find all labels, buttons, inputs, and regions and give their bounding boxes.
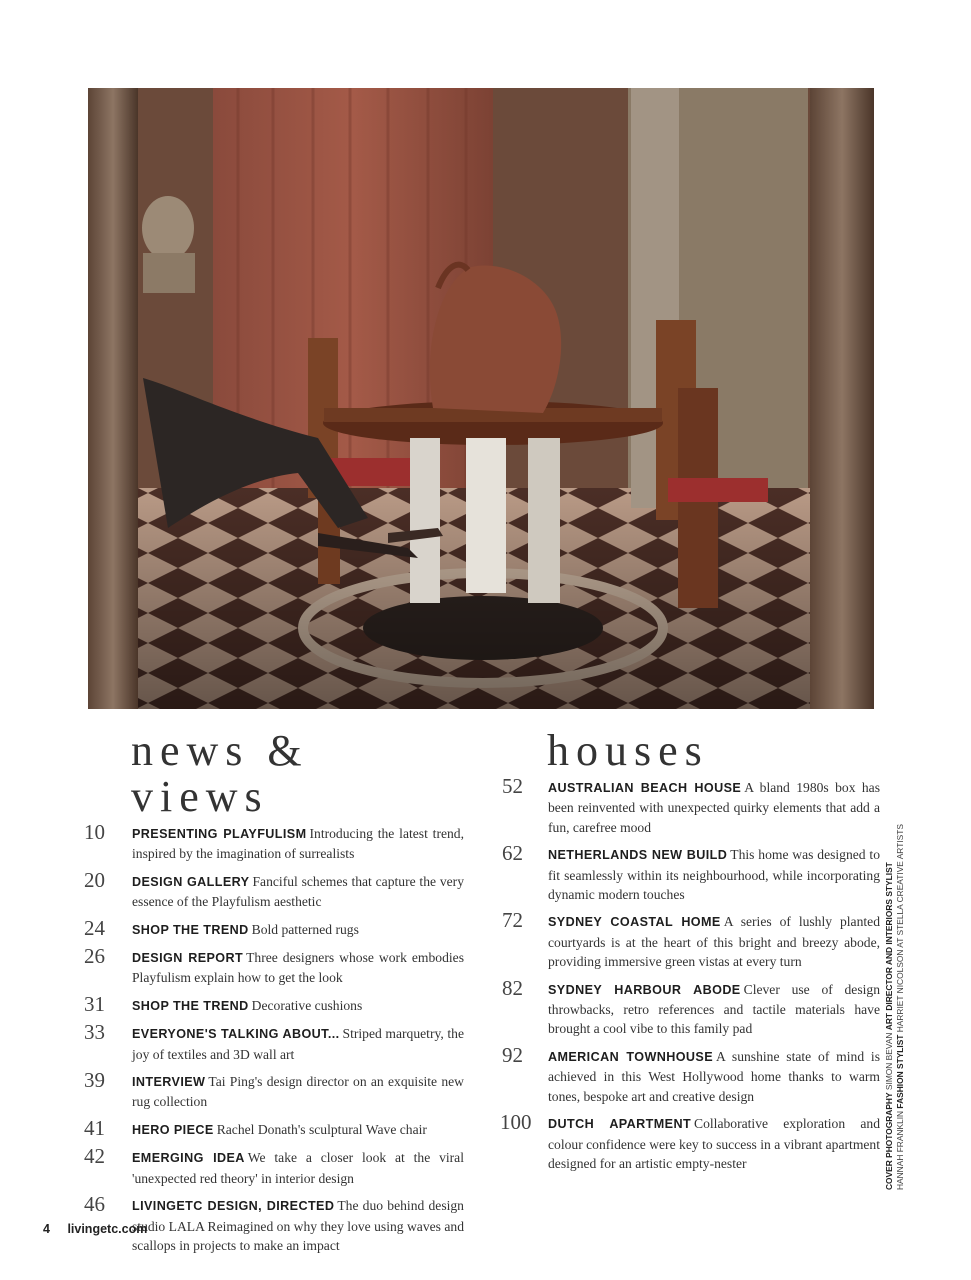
entry-heading: AMERICAN TOWNHOUSE (548, 1049, 714, 1064)
toc-entry[interactable] (500, 774, 881, 837)
entry-heading: DESIGN GALLERY (132, 874, 250, 889)
entry-heading: DESIGN REPORT (132, 951, 244, 966)
toc-entry[interactable] (84, 867, 464, 912)
entry-heading: SYDNEY COASTAL HOME (548, 915, 721, 930)
entry-heading: EVERYONE'S TALKING ABOUT... (132, 1027, 340, 1042)
toc-entry[interactable] (84, 944, 464, 988)
entry-description: Three designers whose work embodies Playfulism explain how to get the look (132, 950, 464, 986)
issue-date: july 2024 (379, 717, 583, 774)
entry-description: A sunshine state of mind is achieved in this West Hollywood home thanks to warm tones, bespoke art and creative design (548, 1048, 880, 1104)
credit-name: SIMON BEVAN (884, 1032, 894, 1091)
entry-description: Collaborative exploration and colour confidence were key to success in a vibrant apartment designed for an artistic empty-nester (548, 1116, 880, 1171)
page-number: 100 (500, 1110, 532, 1135)
page-number: 24 (84, 915, 105, 940)
entry-description: This home was designed to fit seamlessly within its neighbourhood, while incorporating dynamic modern touches (548, 847, 880, 903)
credit-label: FASHION STYLIST (895, 1034, 905, 1109)
page-footer (43, 1222, 147, 1236)
entry-description: Clever use of design throwbacks, retro references and tactile materials have brought a cool vibe to this family pad (548, 981, 881, 1037)
entry-description: Fanciful schemes that capture the very essence of the Playfulism aesthetic (132, 873, 464, 910)
page-number: 82 (502, 975, 523, 1000)
entry-heading: SYDNEY HARBOUR ABODE (548, 982, 741, 997)
entry-heading: DUTCH APARTMENT (548, 1117, 692, 1132)
toc-entry[interactable] (84, 1144, 464, 1188)
toc-entry[interactable] (84, 1068, 464, 1112)
news-views-section (84, 728, 464, 1263)
entry-description: The duo behind design studio LALA Reimagined on why they love using waves and scallops in projects to make an impact (132, 1198, 464, 1253)
entry-description: Decorative cushions (251, 997, 363, 1013)
toc-entry[interactable] (84, 991, 464, 1016)
page-number: 46 (84, 1192, 105, 1217)
entry-description: A bland 1980s box has been reinvented with unexpected quirky elements that add a fun, carefree mood (548, 780, 881, 835)
section-title-houses: houses (547, 726, 709, 775)
photo-credits (884, 780, 906, 1190)
page-number: 31 (84, 991, 105, 1016)
toc-entry[interactable] (500, 1110, 880, 1173)
credit-name: HARRIET NICOLSON AT STELLA CREATIVE ARTISTS (895, 824, 905, 1033)
section-title-news: news & views (131, 726, 309, 821)
credit-label: COVER PHOTOGRAPHY (884, 1092, 894, 1190)
entry-heading: HERO PIECE (132, 1122, 214, 1137)
page-number: 72 (502, 908, 523, 933)
entry-heading: SHOP THE TREND (132, 922, 249, 937)
credit-name: HANNAH FRANKLIN (895, 1110, 905, 1190)
page-number: 39 (84, 1068, 105, 1093)
entry-heading: NETHERLANDS NEW BUILD (548, 848, 728, 863)
page-number: 52 (502, 774, 523, 798)
entry-heading: EMERGING IDEA (132, 1151, 245, 1166)
room-illustration (88, 88, 874, 709)
entry-heading: AUSTRALIAN BEACH HOUSE (548, 781, 742, 795)
entry-description: A series of lushly planted courtyards is at the heart of this bright and breezy abode, providing immersive green vistas at every turn (548, 914, 880, 970)
entry-description: Bold patterned rugs (251, 921, 359, 937)
entry-heading: PRESENTING PLAYFULISM (132, 827, 307, 841)
entry-description: Tai Ping's design director on an exquisite new rug collection (132, 1074, 464, 1110)
page-number: 62 (502, 841, 523, 866)
entry-heading: LIVINGETC DESIGN, DIRECTED (132, 1199, 335, 1214)
folio-number: 4 (43, 1222, 50, 1236)
houses-section (500, 728, 880, 1181)
website-link[interactable]: livingetc.com (67, 1222, 148, 1236)
page-number: 42 (84, 1144, 105, 1169)
credit-label: ART DIRECTOR AND INTERIORS STYLIST (884, 862, 894, 1031)
entry-heading: SHOP THE TREND (132, 998, 249, 1013)
entry-heading: INTERVIEW (132, 1075, 206, 1090)
toc-entry[interactable] (500, 841, 880, 904)
toc-entry[interactable] (500, 975, 881, 1039)
entry-description: Striped marquetry, the joy of textiles and 3D wall art (132, 1026, 464, 1062)
page-number: 33 (84, 1020, 105, 1045)
entry-description: Rachel Donath's sculptural Wave chair (216, 1121, 427, 1137)
toc-entry[interactable] (84, 915, 464, 940)
page-number: 26 (84, 944, 105, 969)
toc-entry[interactable] (84, 1115, 464, 1140)
page-number: 92 (502, 1042, 523, 1067)
toc-entry[interactable] (500, 908, 880, 971)
toc-entry[interactable] (84, 1020, 464, 1064)
page-number: 10 (84, 820, 105, 844)
entry-description: Introducing the latest trend, inspired by the imagination of surrealists (132, 826, 464, 862)
page-number: 20 (84, 867, 105, 892)
toc-entry[interactable] (500, 1042, 880, 1106)
toc-entry[interactable] (84, 820, 464, 864)
page-number: 41 (84, 1115, 105, 1140)
entry-description: We take a closer look at the viral 'unexpected red theory' in interior design (132, 1150, 464, 1186)
